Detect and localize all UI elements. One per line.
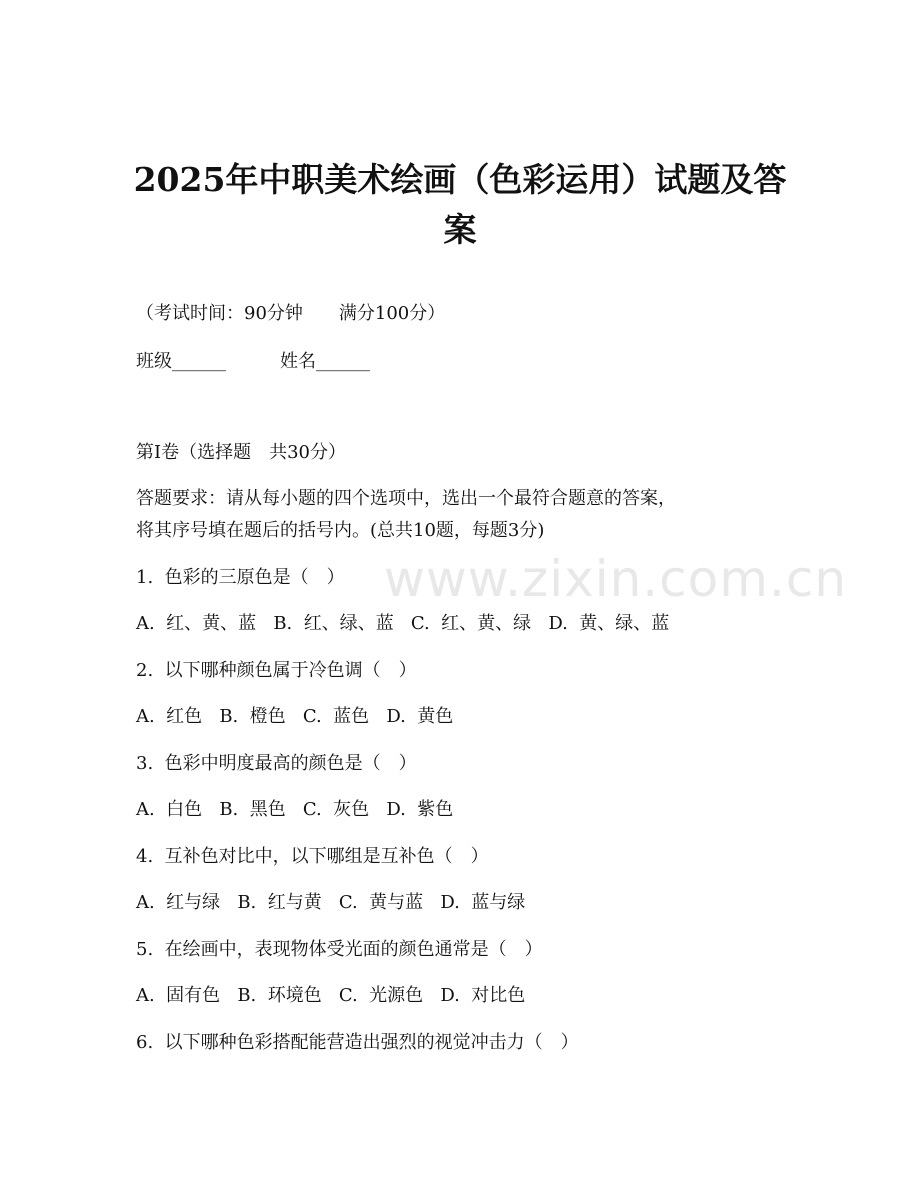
question-6: 6. 以下哪种色彩搭配能营造出强烈的视觉冲击力（ ）: [136, 1032, 579, 1053]
question-3: 3. 色彩中明度最高的颜色是（ ）: [136, 753, 417, 774]
exam-info: （考试时间：90分钟 满分100分）: [136, 303, 446, 324]
instructions-line-1: 答题要求：请从每小题的四个选项中，选出一个最符合题意的答案，: [136, 488, 676, 509]
question-1-options: A. 红、黄、蓝 B. 红、绿、蓝 C. 红、黄、绿 D. 黄、绿、蓝: [136, 613, 670, 634]
question-3-options: A. 白色 B. 黑色 C. 灰色 D. 紫色: [136, 799, 454, 820]
watermark: www.zixin.com.cn: [384, 550, 848, 608]
question-5: 5. 在绘画中，表现物体受光面的颜色通常是（ ）: [136, 939, 543, 960]
question-2: 2. 以下哪种颜色属于冷色调（ ）: [136, 660, 417, 681]
question-4: 4. 互补色对比中，以下哪组是互补色（ ）: [136, 846, 489, 867]
instructions-line-2: 将其序号填在题后的括号内。(总共10题，每题3分): [136, 520, 545, 541]
question-1: 1. 色彩的三原色是（ ）: [136, 567, 345, 588]
question-2-options: A. 红色 B. 橙色 C. 蓝色 D. 黄色: [136, 706, 454, 727]
section-heading: 第I卷（选择题 共30分）: [136, 442, 347, 463]
question-4-options: A. 红与绿 B. 红与黄 C. 黄与蓝 D. 蓝与绿: [136, 892, 526, 913]
title-line-1: 2025年中职美术绘画（色彩运用）试题及答: [133, 160, 787, 199]
student-fields: 班级______ 姓名______: [136, 351, 370, 372]
question-5-options: A. 固有色 B. 环境色 C. 光源色 D. 对比色: [136, 985, 526, 1006]
title-line-2: 案: [443, 210, 477, 249]
